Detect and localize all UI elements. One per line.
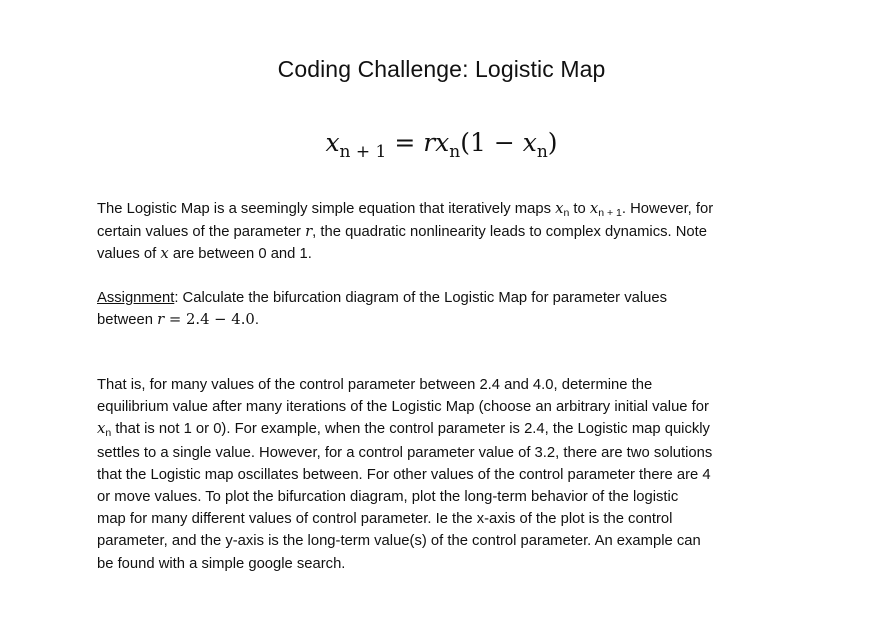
intro-text: are between 0 and 1. xyxy=(168,246,312,263)
assignment-text: between xyxy=(97,312,158,329)
assignment-line-2 xyxy=(97,309,802,331)
eq-x1-sub: n xyxy=(449,142,461,162)
explanation-line-9: be found with a simple google search. xyxy=(97,555,346,572)
explanation-paragraph xyxy=(97,374,802,575)
explanation-line-8: parameter, and the y-axis is the long-term value(s) of the control parameter. An example can xyxy=(97,533,701,550)
eq-lhs-var: x xyxy=(325,128,340,157)
math-x: x xyxy=(555,200,564,217)
explanation-line-1: That is, for many values of the control parameter between 2.4 and 4.0, determine the xyxy=(97,377,653,393)
logistic-equation xyxy=(0,128,883,162)
explanation-line-2: equilibrium value after many iterations of the Logistic Map (choose an arbitrary initial value for xyxy=(97,399,709,416)
eq-x2-sub: n xyxy=(536,142,548,162)
eq-open: (1 − xyxy=(460,128,523,157)
intro-line-1 xyxy=(97,198,802,221)
assignment-text: . xyxy=(254,312,259,329)
intro-text: . However, for xyxy=(621,201,714,217)
math-range: = 2.4 − 4.0 xyxy=(164,311,255,329)
math-x: x xyxy=(97,420,106,438)
eq-x1: x xyxy=(435,128,450,157)
assignment-paragraph xyxy=(97,287,802,331)
eq-lhs-sub: n + 1 xyxy=(339,142,387,162)
explanation-line-5: that the Logistic map oscillates between. For other values of the control parameter there are 4 xyxy=(97,466,711,483)
assignment-label: Assignment xyxy=(97,290,175,306)
math-x: x xyxy=(160,245,169,263)
eq-x2: x xyxy=(522,128,537,157)
explanation-line-3 xyxy=(97,418,802,441)
assignment-line-1 xyxy=(97,287,802,309)
eq-close: ) xyxy=(547,128,558,157)
math-r: r xyxy=(157,311,165,329)
intro-text: certain values of the parameter xyxy=(97,224,306,241)
intro-paragraph xyxy=(97,198,802,266)
intro-text: The Logistic Map is a seemingly simple equation that iteratively maps xyxy=(97,201,556,217)
intro-line-2 xyxy=(97,221,802,243)
explanation-line-7: map for many different values of control parameter. Ie the x-axis of the plot is the control xyxy=(97,511,673,528)
math-sub: n xyxy=(563,207,570,219)
eq-r: r xyxy=(423,128,436,157)
intro-text: to xyxy=(569,201,590,217)
math-sub: n + 1 xyxy=(598,207,622,219)
explanation-text: that is not 1 or 0). For example, when the control parameter is 2.4, the Logistic map quickly xyxy=(111,421,710,438)
assignment-text: : Calculate the bifurcation diagram of the Logistic Map for parameter values xyxy=(174,290,667,306)
explanation-line-6: or move values. To plot the bifurcation diagram, plot the long-term behavior of the logistic xyxy=(97,489,679,506)
intro-text: values of xyxy=(97,246,161,263)
intro-line-3 xyxy=(97,243,802,265)
math-r: r xyxy=(305,223,313,241)
math-sub: n xyxy=(105,427,112,440)
explanation-line-4: settles to a single value. However, for a control parameter value of 3.2, there are two solutions xyxy=(97,444,713,461)
eq-equals: = xyxy=(386,128,424,157)
intro-text: , the quadratic nonlinearity leads to complex dynamics. Note xyxy=(312,224,707,241)
math-x: x xyxy=(589,200,599,217)
document-title: Coding Challenge: Logistic Map xyxy=(277,56,606,82)
